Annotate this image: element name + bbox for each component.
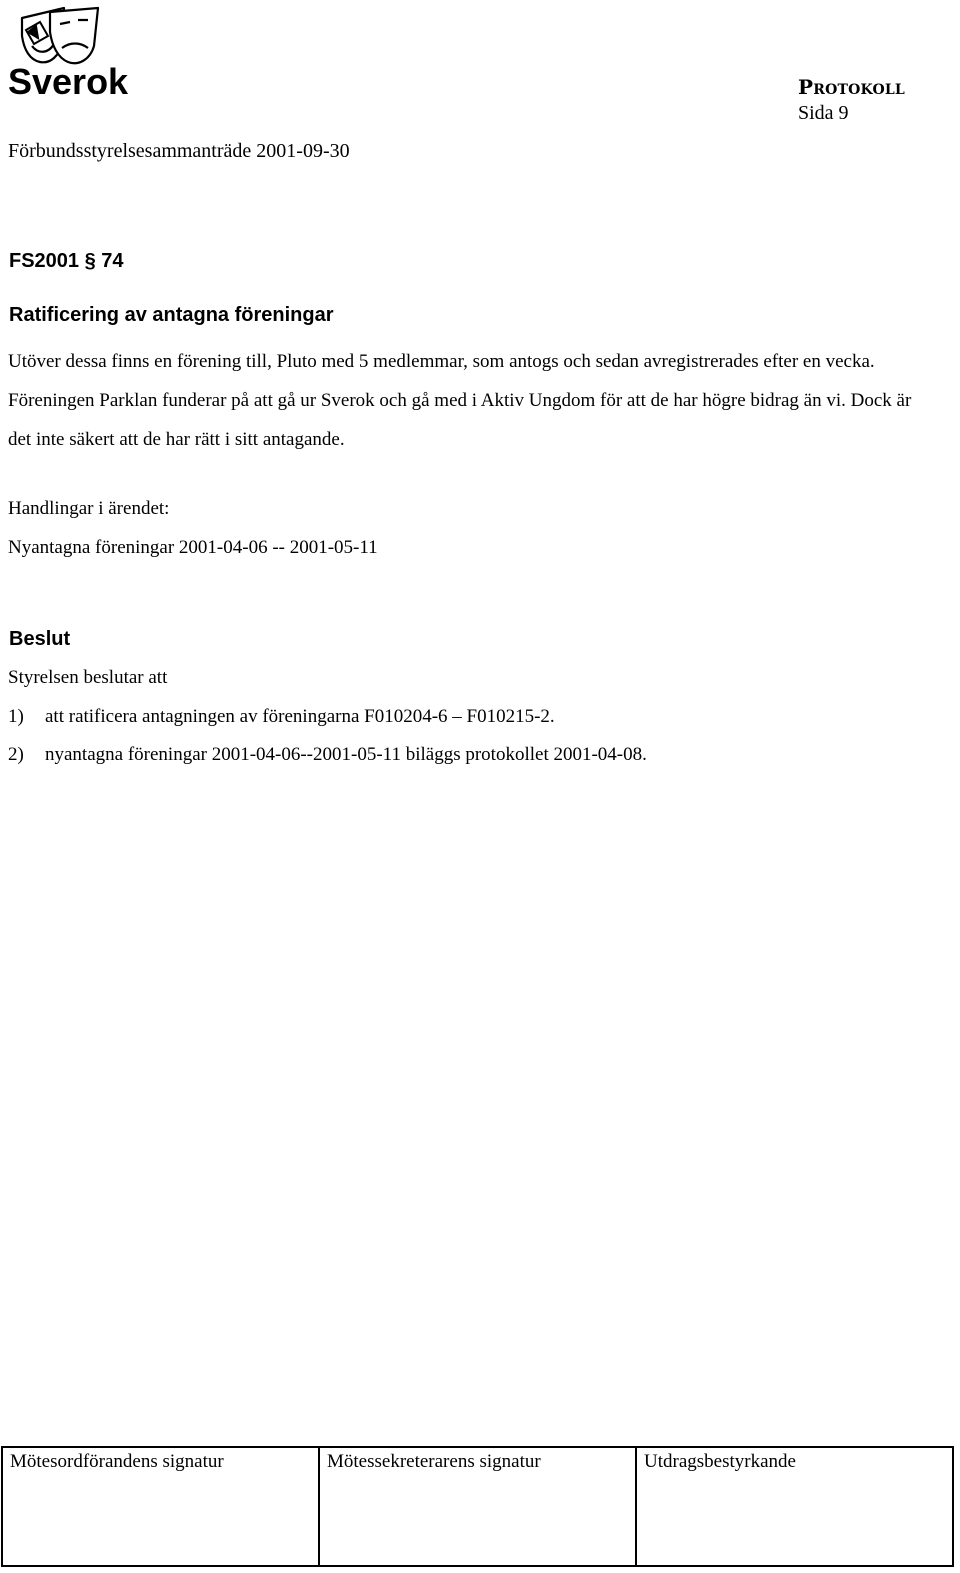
signature-cell-verifier: Utdragsbestyrkande (636, 1447, 953, 1566)
page-number: Sida 9 (798, 102, 849, 124)
meeting-title: Förbundsstyrelsesammanträde 2001-09-30 (8, 140, 350, 162)
doc-type-title: Protokoll (798, 75, 905, 99)
dice-icon (26, 22, 48, 44)
decision-item-text: nyantagna föreningar 2001-04-06--2001-05-11 biläggs protokollet 2001-04-08. (45, 744, 647, 765)
signature-cell-secretary: Mötessekreterarens signatur (319, 1447, 636, 1566)
documents-item: Nyantagna föreningar 2001-04-06 -- 2001-05-11 (8, 537, 378, 558)
section-number: FS2001 § 74 (9, 250, 124, 272)
decision-item (8, 743, 647, 767)
sverok-logo (6, 2, 141, 98)
signature-table (1, 1446, 954, 1567)
decision-intro: Styrelsen beslutar att (8, 667, 168, 688)
decision-item-number: 1) (8, 706, 24, 727)
section-title: Ratificering av antagna föreningar (9, 304, 334, 326)
section-paragraph: Utöver dessa finns en förening till, Pluto med 5 medlemmar, som antogs och sedan avregistrerades efter en vecka. Föreningen Parklan funderar på att gå ur Sverok och gå med i Aktiv Ungdom för att de har högre bidrag än vi. Dock är det inte säkert att de har rätt i sitt antagande. (8, 351, 912, 450)
signature-cell-chair: Mötesordförandens signatur (2, 1447, 319, 1566)
logo-wordmark: Sverok (8, 61, 129, 98)
decision-item-text: att ratificera antagningen av föreningarna F010204-6 – F010215-2. (45, 706, 555, 727)
decision-heading: Beslut (9, 628, 71, 650)
decision-item (8, 705, 555, 729)
documents-label: Handlingar i ärendet: (8, 498, 170, 519)
decision-item-number: 2) (8, 744, 24, 765)
